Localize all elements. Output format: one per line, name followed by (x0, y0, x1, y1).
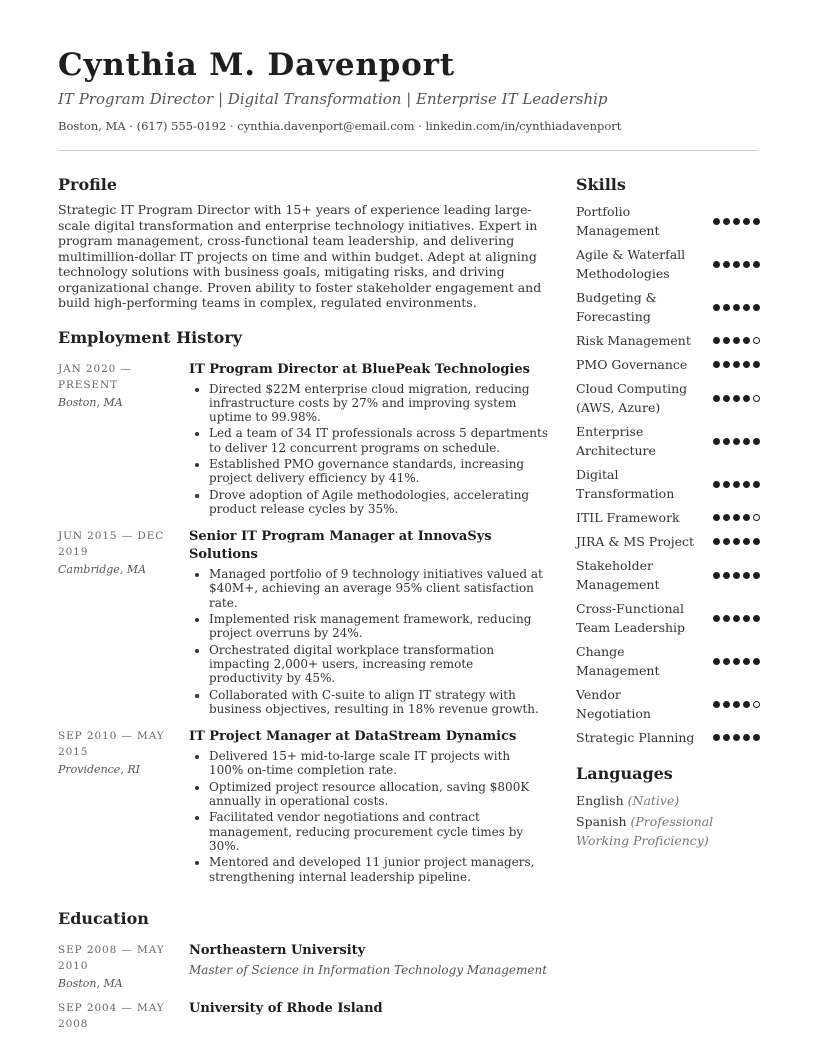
filled-dot-icon (723, 658, 730, 665)
skill-level-dots (713, 395, 760, 402)
filled-dot-icon (713, 361, 720, 368)
skill-name: Digital Transformation (576, 467, 675, 501)
skill-name: Stakeholder Management (576, 558, 660, 592)
filled-dot-icon (733, 615, 740, 622)
filled-dot-icon (733, 337, 740, 344)
filled-dot-icon (713, 572, 720, 579)
contact-line: Boston, MA · (617) 555-0192 · cynthia.davenport@email.com · linkedin.com/in/cynthiadavenport (58, 119, 622, 133)
job-location: Cambridge, MA (58, 563, 147, 577)
skill-row (576, 288, 760, 326)
filled-dot-icon (743, 261, 750, 268)
skill-level-dots (713, 615, 760, 622)
resume-header (58, 44, 758, 133)
skill-name: Portfolio Management (576, 204, 660, 238)
job-bullet: • Optimized project resource allocation, saving $800K annually in operational costs. (209, 780, 548, 809)
job-bullet: • Implemented risk management framework, reducing project overruns by 24%. (209, 612, 548, 641)
skill-level-dots (713, 658, 760, 665)
skill-level-dots (713, 572, 760, 579)
skill-row (576, 245, 760, 283)
education-entry (58, 1000, 548, 1032)
skill-row (576, 355, 760, 374)
filled-dot-icon (713, 658, 720, 665)
job-bullets (189, 567, 548, 716)
skill-level-dots (713, 701, 760, 708)
filled-dot-icon (743, 481, 750, 488)
languages-list (576, 791, 760, 850)
skill-row (576, 599, 760, 637)
filled-dot-icon (743, 658, 750, 665)
skill-row (576, 508, 760, 527)
candidate-name: Cynthia M. Davenport (58, 47, 455, 83)
empty-dot-icon (753, 701, 760, 708)
job-meta (58, 528, 189, 718)
skill-row (576, 728, 760, 747)
filled-dot-icon (713, 337, 720, 344)
degree-name: Master of Science in Information Technology Management (189, 962, 548, 977)
education-section (58, 906, 548, 1032)
job-dates: JUN 2015 — DEC 2019 (58, 530, 165, 559)
filled-dot-icon (713, 701, 720, 708)
job-body (189, 361, 548, 519)
education-list (58, 942, 548, 1032)
skills-list (576, 202, 760, 747)
job-bullet: • Collaborated with C-suite to align IT strategy with business objectives, resulting in 18% revenue growth. (209, 688, 548, 717)
job-bullet: • Established PMO governance standards, increasing project delivery efficiency by 41%. (209, 457, 548, 486)
filled-dot-icon (743, 218, 750, 225)
filled-dot-icon (733, 734, 740, 741)
filled-dot-icon (713, 481, 720, 488)
education-entry (58, 942, 548, 990)
filled-dot-icon (733, 658, 740, 665)
filled-dot-icon (713, 218, 720, 225)
filled-dot-icon (713, 304, 720, 311)
filled-dot-icon (743, 572, 750, 579)
skill-row (576, 685, 760, 723)
filled-dot-icon (753, 218, 760, 225)
filled-dot-icon (743, 734, 750, 741)
skill-row (576, 642, 760, 680)
filled-dot-icon (753, 615, 760, 622)
school-name: University of Rhode Island (189, 1000, 383, 1016)
job-bullet: • Delivered 15+ mid-to-large scale IT projects with 100% on-time completion rate. (209, 749, 548, 778)
job-bullet: • Directed $22M enterprise cloud migration, reducing infrastructure costs by 27% and improving system uptime to 99.98%. (209, 382, 548, 425)
job-entry (58, 528, 548, 718)
candidate-headline: IT Program Director | Digital Transformation | Enterprise IT Leadership (58, 90, 608, 108)
empty-dot-icon (753, 514, 760, 521)
job-meta (58, 728, 189, 886)
job-entry (58, 361, 548, 519)
empty-dot-icon (753, 395, 760, 402)
filled-dot-icon (733, 361, 740, 368)
education-dates: SEP 2004 — MAY 2008 (58, 1001, 165, 1030)
filled-dot-icon (713, 438, 720, 445)
side-column (576, 172, 760, 852)
filled-dot-icon (723, 337, 730, 344)
header-divider (58, 150, 758, 151)
filled-dot-icon (743, 304, 750, 311)
filled-dot-icon (753, 734, 760, 741)
filled-dot-icon (723, 481, 730, 488)
skill-level-dots (713, 361, 760, 368)
filled-dot-icon (723, 261, 730, 268)
filled-dot-icon (723, 734, 730, 741)
education-heading: Education (58, 908, 149, 928)
education-meta (58, 942, 189, 990)
skill-row (576, 202, 760, 240)
language-name: Spanish (576, 814, 627, 829)
language-row (576, 791, 760, 810)
skill-row (576, 379, 760, 417)
skill-name: ITIL Framework (576, 510, 680, 525)
job-bullet: • Drove adoption of Agile methodologies, accelerating product release cycles by 35%. (209, 488, 548, 517)
filled-dot-icon (733, 304, 740, 311)
filled-dot-icon (733, 514, 740, 521)
filled-dot-icon (723, 438, 730, 445)
filled-dot-icon (713, 734, 720, 741)
education-body (189, 942, 548, 990)
filled-dot-icon (723, 218, 730, 225)
skill-row (576, 331, 760, 350)
skill-name: Cloud Computing (AWS, Azure) (576, 381, 688, 415)
skill-name: Agile & Waterfall Methodologies (576, 247, 686, 281)
filled-dot-icon (743, 438, 750, 445)
filled-dot-icon (743, 538, 750, 545)
skill-row (576, 532, 760, 551)
skill-name: Cross-Functional Team Leadership (576, 601, 686, 635)
filled-dot-icon (733, 438, 740, 445)
filled-dot-icon (753, 261, 760, 268)
job-title: IT Project Manager at DataStream Dynamics (189, 729, 517, 745)
job-dates: SEP 2010 — MAY 2015 (58, 730, 165, 759)
filled-dot-icon (743, 395, 750, 402)
job-bullets (189, 382, 548, 517)
job-bullet: • Managed portfolio of 9 technology initiatives valued at $40M+, achieving an average 95% client satisfaction rate. (209, 567, 548, 610)
job-dates: JAN 2020 — PRESENT (58, 362, 132, 391)
job-bullets (189, 749, 548, 884)
job-title: Senior IT Program Manager at InnovaSys Solutions (189, 529, 492, 563)
skill-level-dots (713, 304, 760, 311)
education-meta (58, 1000, 189, 1032)
filled-dot-icon (743, 514, 750, 521)
filled-dot-icon (733, 481, 740, 488)
filled-dot-icon (713, 514, 720, 521)
education-dates: SEP 2008 — MAY 2010 (58, 943, 165, 972)
filled-dot-icon (743, 337, 750, 344)
job-meta (58, 361, 189, 519)
profile-section (58, 172, 548, 311)
languages-section (576, 761, 760, 850)
filled-dot-icon (753, 304, 760, 311)
job-bullet: • Orchestrated digital workplace transformation impacting 2,000+ users, increasing remote productivity by 45%. (209, 643, 548, 686)
skill-level-dots (713, 438, 760, 445)
skills-section (576, 172, 760, 747)
skill-level-dots (713, 538, 760, 545)
employment-list (58, 361, 548, 886)
profile-summary: Strategic IT Program Director with 15+ years of experience leading large-scale digital transformation and enterprise technology initiatives. Expert in program management, cross-functional team leadership, and delivering multimillion-dollar IT projects on time and within budget. Adept at aligning technology solutions with business goals, mitigating risks, and driving organizational change. Proven ability to foster stakeholder engagement and build high-performing teams in complex, regulated environments. (58, 202, 542, 310)
filled-dot-icon (733, 261, 740, 268)
filled-dot-icon (733, 572, 740, 579)
skill-level-dots (713, 734, 760, 741)
skill-name: JIRA & MS Project (576, 534, 695, 549)
filled-dot-icon (713, 538, 720, 545)
job-body (189, 728, 548, 886)
education-location: Boston, MA (58, 976, 123, 990)
skill-name: Enterprise Architecture (576, 424, 656, 458)
filled-dot-icon (733, 218, 740, 225)
skill-name: Strategic Planning (576, 730, 695, 745)
job-title: IT Program Director at BluePeak Technologies (189, 361, 530, 377)
filled-dot-icon (723, 304, 730, 311)
language-name: English (576, 793, 624, 808)
filled-dot-icon (723, 395, 730, 402)
job-bullet: • Led a team of 34 IT professionals across 5 departments to deliver 12 concurrent programs on schedule. (209, 426, 548, 455)
filled-dot-icon (753, 538, 760, 545)
job-location: Providence, RI (58, 763, 140, 777)
filled-dot-icon (723, 615, 730, 622)
filled-dot-icon (743, 615, 750, 622)
filled-dot-icon (723, 572, 730, 579)
filled-dot-icon (723, 361, 730, 368)
skill-level-dots (713, 481, 760, 488)
filled-dot-icon (713, 615, 720, 622)
skill-row (576, 556, 760, 594)
filled-dot-icon (743, 701, 750, 708)
job-bullet: • Mentored and developed 11 junior project managers, strengthening internal leadership pipeline. (209, 855, 548, 884)
main-column (58, 172, 548, 1032)
filled-dot-icon (753, 361, 760, 368)
filled-dot-icon (753, 572, 760, 579)
filled-dot-icon (753, 481, 760, 488)
skill-name: PMO Governance (576, 357, 688, 372)
skills-heading: Skills (576, 175, 626, 194)
skill-level-dots (713, 514, 760, 521)
filled-dot-icon (723, 514, 730, 521)
skill-name: Vendor Negotiation (576, 687, 651, 721)
education-body (189, 1000, 548, 1032)
filled-dot-icon (733, 538, 740, 545)
skill-level-dots (713, 261, 760, 268)
skill-name: Change Management (576, 644, 660, 678)
filled-dot-icon (713, 261, 720, 268)
filled-dot-icon (723, 538, 730, 545)
filled-dot-icon (733, 395, 740, 402)
job-location: Boston, MA (58, 395, 123, 409)
filled-dot-icon (743, 361, 750, 368)
languages-heading: Languages (576, 764, 673, 783)
filled-dot-icon (753, 658, 760, 665)
skill-row (576, 465, 760, 503)
filled-dot-icon (753, 438, 760, 445)
employment-section (58, 325, 548, 886)
job-body (189, 528, 548, 718)
employment-heading: Employment History (58, 327, 243, 347)
skill-name: Budgeting & Forecasting (576, 290, 657, 324)
skill-row (576, 422, 760, 460)
empty-dot-icon (753, 337, 760, 344)
skill-level-dots (713, 337, 760, 344)
school-name: Northeastern University (189, 942, 366, 958)
filled-dot-icon (723, 701, 730, 708)
filled-dot-icon (713, 395, 720, 402)
job-bullet: • Facilitated vendor negotiations and contract management, reducing procurement cycle times by 30%. (209, 810, 548, 853)
profile-heading: Profile (58, 175, 118, 194)
language-row (576, 812, 760, 850)
filled-dot-icon (733, 701, 740, 708)
skill-name: Risk Management (576, 333, 691, 348)
language-level: (Professional Working Proficiency) (576, 814, 714, 848)
job-entry (58, 728, 548, 886)
language-level: (Native) (627, 793, 680, 808)
skill-level-dots (713, 218, 760, 225)
